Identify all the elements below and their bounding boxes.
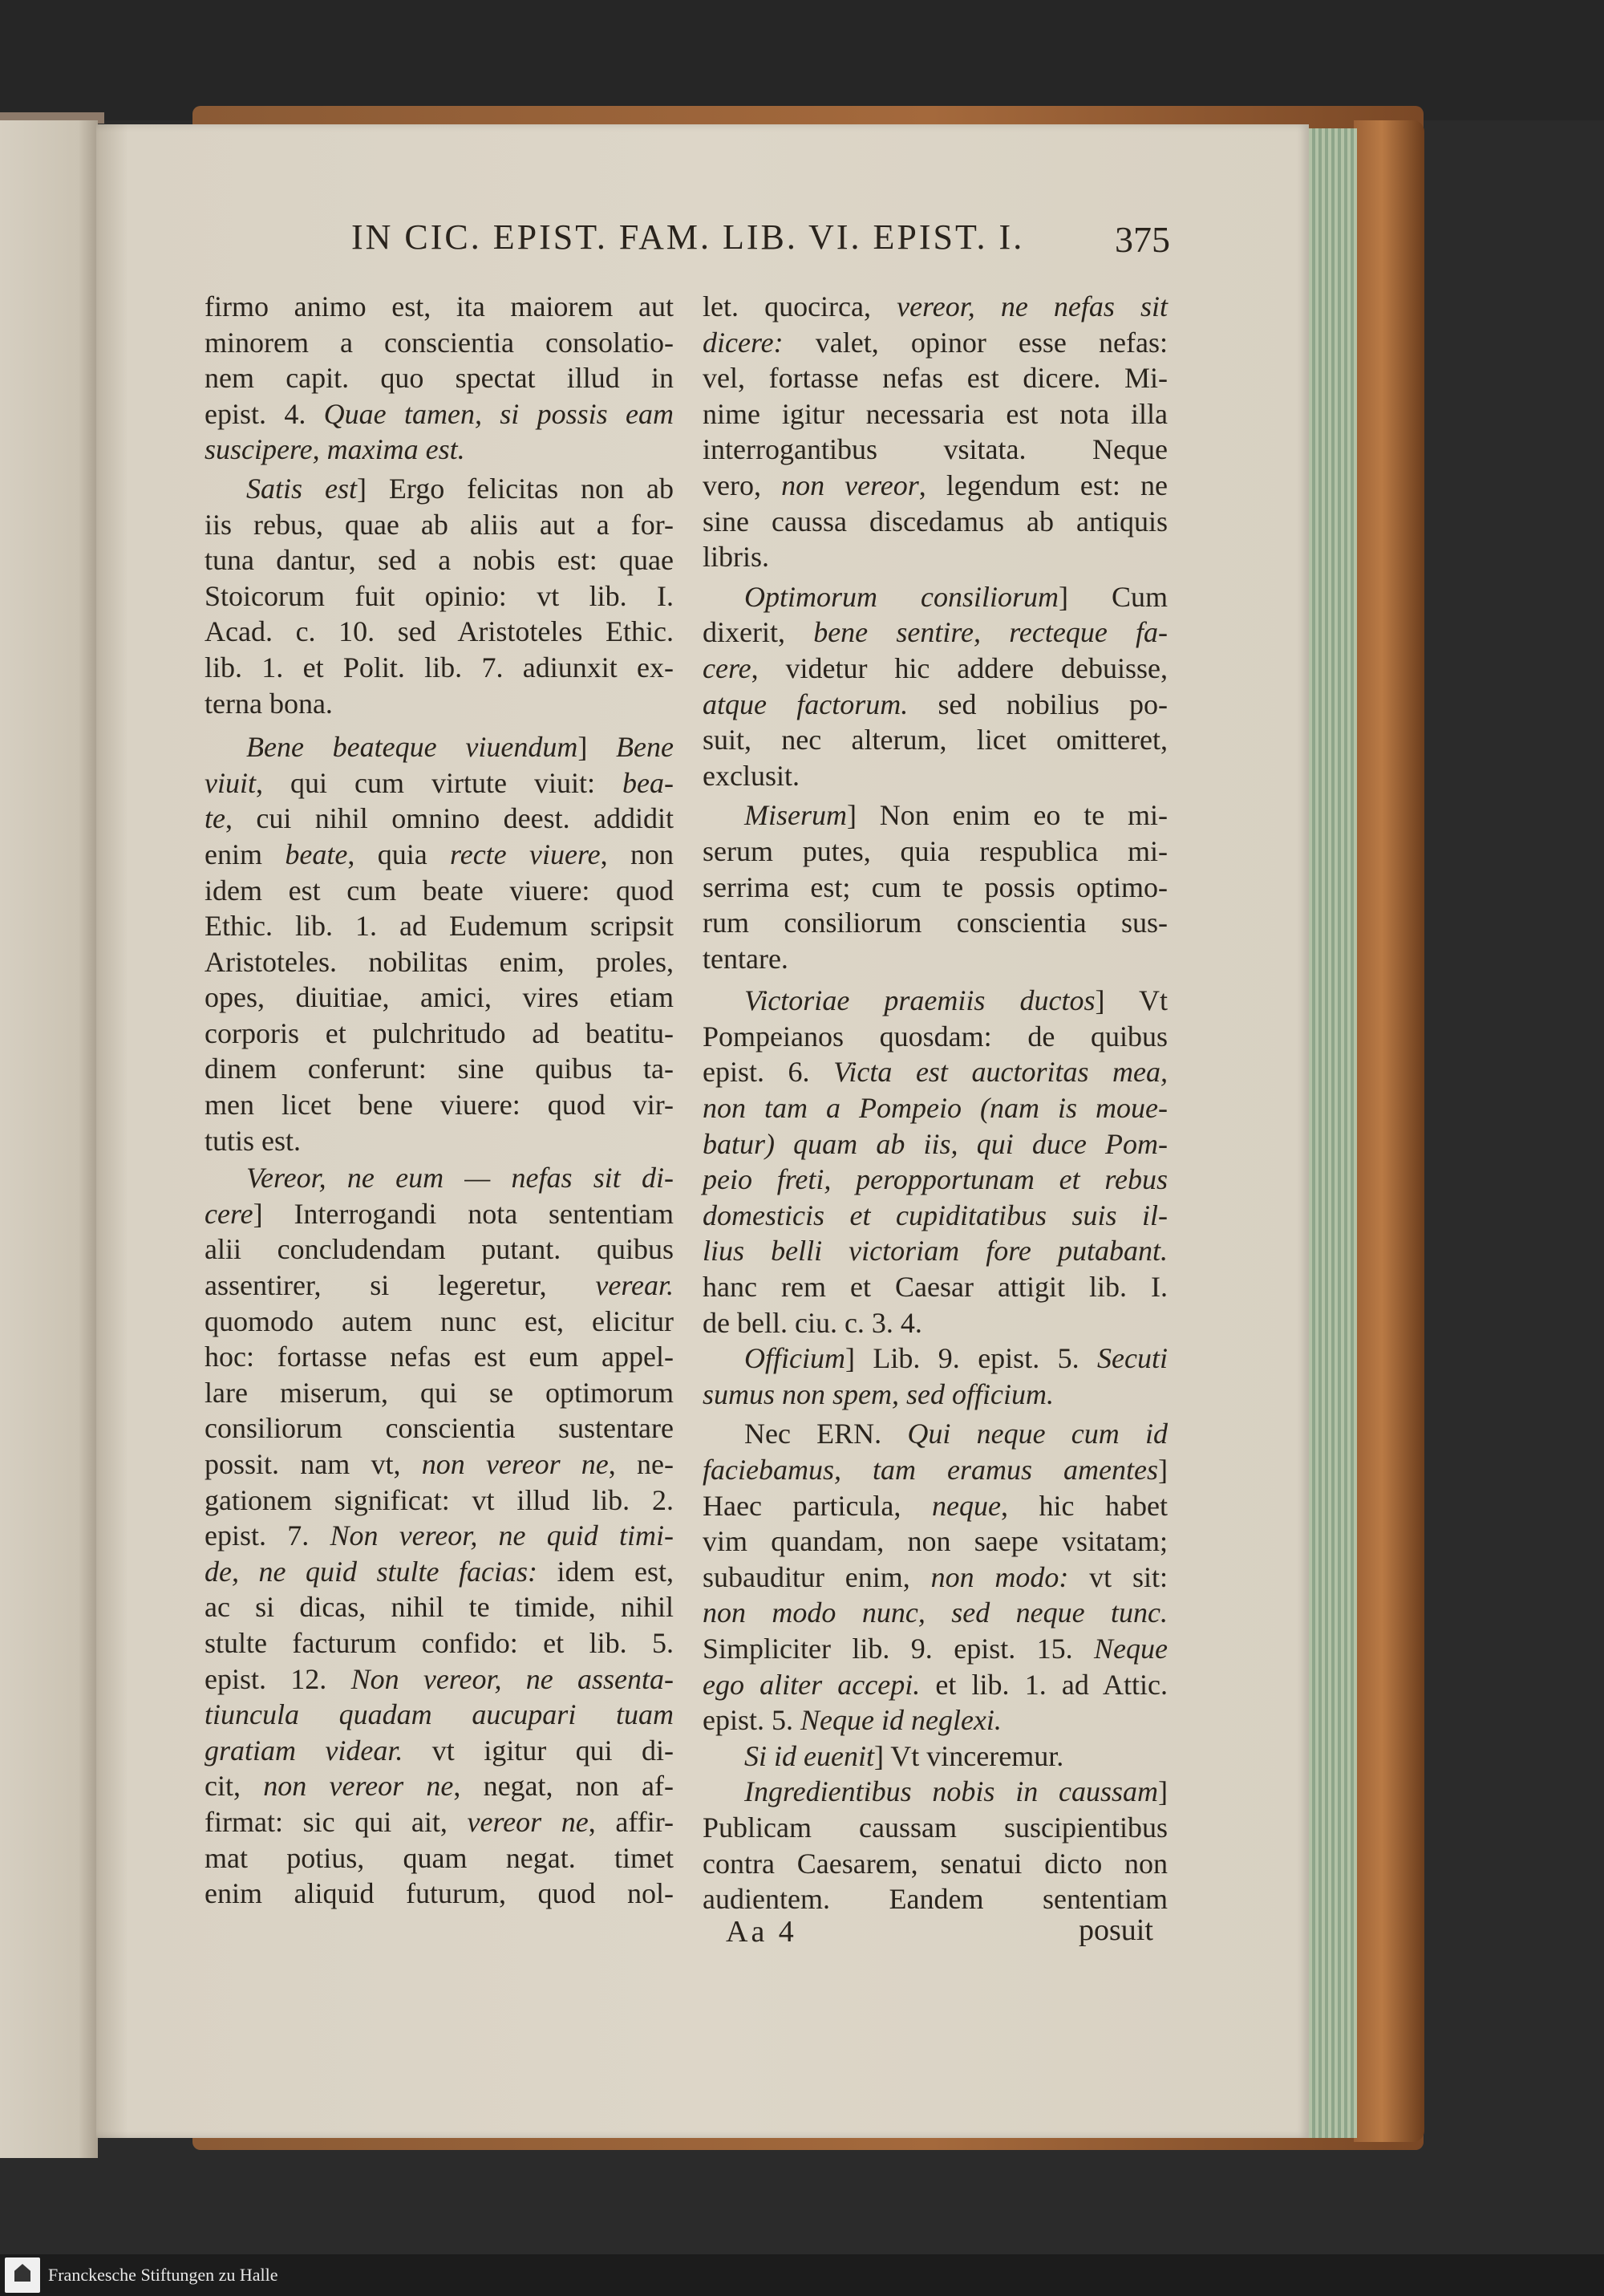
text: tuna dantur, sed a nobis est: quae	[205, 544, 674, 577]
italic-text: Secuti	[1097, 1342, 1168, 1375]
text-line	[703, 1523, 1168, 1560]
text-line	[205, 1483, 674, 1519]
background	[0, 0, 1604, 120]
text: , hic habet	[1000, 1489, 1168, 1522]
text: firmat: sic qui ait,	[205, 1805, 468, 1838]
text-line	[703, 1774, 1168, 1810]
text-line	[703, 941, 1168, 977]
italic-text: neque	[931, 1489, 1001, 1522]
italic-text: Miserum	[744, 799, 847, 832]
text: subauditur enim,	[703, 1560, 931, 1593]
text-line	[703, 289, 1168, 325]
italic-text: faciebamus, tam eramus amentes	[703, 1454, 1158, 1486]
signature-mark: Aa 4	[726, 1915, 797, 1949]
text: nime igitur necessaria est nota illa	[703, 397, 1168, 430]
text: Aristoteles. nobilitas enim, proles,	[205, 945, 674, 978]
right-text-column	[703, 289, 1168, 1917]
italic-text: gratiam videar.	[205, 1734, 403, 1767]
text: , videtur hic addere debuisse,	[751, 651, 1168, 684]
text-line	[703, 1019, 1168, 1055]
text-line	[703, 1198, 1168, 1234]
paragraph	[205, 729, 674, 1158]
text-line	[703, 651, 1168, 687]
text: , quia	[347, 838, 451, 870]
text-line	[703, 1667, 1168, 1703]
page-edges	[1306, 128, 1357, 2138]
text-line	[205, 873, 674, 909]
italic-text: te	[205, 802, 225, 835]
text-line	[205, 1446, 674, 1483]
text: Acad. c. 10. sed Aristoteles Ethic.	[205, 615, 674, 648]
text: hanc rem et Caesar attigit lib. I.	[703, 1271, 1168, 1304]
text: mat potius, quam negat. timet	[205, 1841, 674, 1874]
text-line	[703, 722, 1168, 758]
text-line	[205, 396, 674, 432]
italic-text: recte viuere	[450, 838, 601, 870]
text: interrogantibus vsitata. Neque	[703, 433, 1168, 466]
institution-name: Franckesche Stiftungen zu Halle	[48, 2265, 278, 2285]
text-line	[205, 1268, 674, 1304]
text: opes, diuitiae, amici, vires etiam	[205, 981, 674, 1014]
text: Haec particula,	[703, 1489, 932, 1522]
text: ] Vt vinceremur.	[873, 1739, 1064, 1772]
text-line	[205, 729, 674, 765]
paragraph	[205, 289, 674, 468]
italic-text: Si id euenit	[744, 1739, 874, 1772]
text-line	[205, 614, 674, 650]
text: suit, nec alterum, licet omitteret,	[703, 724, 1168, 757]
text: ] Vt	[1095, 984, 1168, 1017]
text-line	[703, 1631, 1168, 1667]
text-line	[703, 1738, 1168, 1775]
book-spine-edge	[1354, 120, 1424, 2142]
text-line	[703, 432, 1168, 468]
text-line	[703, 870, 1168, 906]
text-line	[703, 615, 1168, 651]
text-line	[205, 1231, 674, 1268]
text-line	[703, 1452, 1168, 1488]
italic-text: bea-	[622, 766, 674, 799]
text: valet, opinor esse nefas:	[783, 326, 1168, 359]
italic-text: Optimorum consiliorum	[744, 580, 1059, 613]
text: iis rebus, quae ab aliis aut a for-	[205, 508, 674, 541]
text: Simpliciter lib. 9. epist. 15.	[703, 1632, 1095, 1665]
text: dinem conferunt: sine quibus ta-	[205, 1053, 674, 1085]
text: gationem significat: vt illud lib. 2.	[205, 1483, 674, 1516]
text-line	[205, 1087, 674, 1123]
text: consiliorum conscientia sustentare	[205, 1412, 674, 1445]
text-line	[703, 1377, 1168, 1413]
text: vero,	[703, 469, 782, 501]
text-line	[205, 650, 674, 686]
text: Nec ERN.	[744, 1418, 908, 1450]
text-line	[703, 468, 1168, 504]
text: ] Interrogandi nota sententiam	[253, 1197, 674, 1230]
italic-text: non modo nunc, sed neque tunc.	[703, 1596, 1168, 1629]
text-line	[703, 1560, 1168, 1596]
text: ]	[577, 731, 617, 764]
text: vel, fortasse nefas est dicere. Mi-	[703, 362, 1168, 395]
text-line	[703, 1090, 1168, 1126]
text: vim quandam, non saepe vsitatam;	[703, 1525, 1168, 1558]
italic-text: Qui neque cum id	[907, 1418, 1168, 1450]
text: ]	[1158, 1454, 1168, 1486]
text-line	[205, 289, 674, 325]
text: ] Ergo felicitas non ab	[356, 472, 674, 505]
text: vt sit:	[1068, 1560, 1168, 1593]
italic-text: peio freti, peropportunam et rebus	[703, 1163, 1168, 1196]
text: idem est,	[537, 1555, 674, 1588]
text: nem capit. quo spectat illud in	[205, 362, 674, 395]
text: Stoicorum fuit opinio: vt lib. I.	[205, 579, 674, 612]
italic-text: tiuncula quadam aucupari tuam	[205, 1698, 674, 1731]
italic-text: Non vereor, ne quid timi-	[330, 1519, 674, 1552]
text-line	[703, 1305, 1168, 1341]
italic-text: non modo:	[930, 1560, 1069, 1593]
text-line	[205, 1051, 674, 1087]
text: , legendum est: ne	[918, 469, 1168, 501]
text: Publicam caussam suscipientibus	[703, 1811, 1168, 1844]
footer-bar	[0, 2254, 1604, 2296]
text: libris.	[703, 541, 770, 574]
text-line	[703, 579, 1168, 615]
text: let. quocirca,	[703, 290, 897, 322]
italic-text: sumus non spem, sed officium.	[703, 1377, 1054, 1410]
italic-text: ego aliter accepi.	[703, 1668, 921, 1701]
italic-text: cere	[205, 1197, 253, 1230]
text-line	[703, 1702, 1168, 1738]
text: , ne-	[608, 1448, 674, 1480]
text: enim	[205, 838, 286, 870]
text: serrima est; cum te possis optimo-	[703, 870, 1168, 903]
paragraph	[703, 1774, 1168, 1917]
text: epist. 4.	[205, 397, 324, 430]
page-number: 375	[1115, 219, 1170, 260]
text-line	[205, 980, 674, 1016]
text-line	[703, 834, 1168, 870]
italic-text: vereor ne	[467, 1805, 589, 1838]
paragraph	[703, 1416, 1168, 1738]
text-line	[205, 542, 674, 578]
text: , qui cum virtute viuit:	[255, 766, 623, 799]
paragraph	[703, 983, 1168, 1341]
text: ] Non enim eo te mi-	[847, 799, 1168, 832]
text-line	[205, 507, 674, 543]
text-line	[205, 1339, 674, 1375]
text-line	[205, 837, 674, 873]
paragraph	[703, 579, 1168, 794]
text-line	[205, 432, 674, 468]
text-line	[703, 1233, 1168, 1269]
text: sine caussa discedamus ab antiquis	[703, 505, 1168, 537]
text: lib. 1. et Polit. lib. 7. adiunxit ex-	[205, 651, 674, 684]
italic-text: de, ne quid stulte facias:	[205, 1555, 537, 1588]
italic-text: non vereor ne	[263, 1770, 454, 1803]
text: vt igitur qui di-	[403, 1734, 674, 1767]
text: terna bona.	[205, 687, 333, 720]
text-line	[703, 396, 1168, 432]
italic-text: Victoriae praemiis ductos	[744, 984, 1096, 1017]
text-line	[703, 1488, 1168, 1524]
italic-text: atque factorum.	[703, 688, 909, 720]
italic-text: Ingredientibus nobis in caussam	[744, 1775, 1158, 1808]
text: epist. 7.	[205, 1519, 330, 1552]
italic-text: Quae tamen, si possis eam	[323, 397, 674, 430]
text-line	[703, 1269, 1168, 1305]
text-line	[205, 944, 674, 980]
italic-text: Neque id neglexi.	[800, 1704, 1002, 1737]
text-line	[703, 504, 1168, 540]
text: corporis et pulchritudo ad beatitu-	[205, 1016, 674, 1049]
italic-text: batur) quam ab iis, qui duce Pom-	[703, 1127, 1168, 1160]
text: epist. 12.	[205, 1662, 351, 1695]
text-line	[205, 801, 674, 837]
text-line	[703, 1054, 1168, 1090]
paragraph	[205, 471, 674, 721]
text-line	[703, 1846, 1168, 1882]
text: stulte facturum confido: et lib. 5.	[205, 1626, 674, 1659]
text: serum putes, quia respublica mi-	[703, 834, 1168, 867]
running-title: IN CIC. EPIST. FAM. LIB. VI. EPIST. I.	[351, 217, 1025, 257]
text: epist. 5.	[703, 1704, 800, 1737]
text-line	[205, 471, 674, 507]
text-line	[205, 1410, 674, 1446]
italic-text: suscipere, maxima est.	[205, 433, 465, 466]
text: , non	[600, 838, 674, 870]
paragraph	[703, 289, 1168, 575]
italic-text: vereor, ne nefas sit	[897, 290, 1168, 322]
text: , cui nihil omnino deest. addidit	[225, 802, 674, 835]
text-line	[205, 1804, 674, 1840]
paragraph	[205, 1160, 674, 1911]
text-line	[703, 758, 1168, 794]
text-line	[205, 1733, 674, 1769]
text-line	[205, 1160, 674, 1196]
italic-text: Non vereor, ne assenta-	[350, 1662, 674, 1695]
institution-logo-icon[interactable]	[5, 2257, 40, 2293]
text-line	[205, 1016, 674, 1052]
text-line	[205, 765, 674, 801]
italic-text: Bene beateque viuendum	[246, 731, 578, 764]
paragraph	[703, 1341, 1168, 1412]
left-page	[0, 120, 98, 2158]
paragraph	[703, 1738, 1168, 1775]
text-line	[703, 1341, 1168, 1377]
italic-text: non vereor ne	[421, 1448, 609, 1480]
italic-text: lius belli victoriam fore putabant.	[703, 1235, 1168, 1268]
text-line	[703, 1416, 1168, 1452]
text: contra Caesarem, senatui dicto non	[703, 1847, 1168, 1880]
left-text-column	[205, 289, 674, 1912]
text: de bell. ciu. c. 3. 4.	[703, 1306, 922, 1339]
text-line	[703, 983, 1168, 1019]
italic-text: Satis est	[246, 472, 357, 505]
text: firmo animo est, ita maiorem aut	[205, 290, 674, 322]
text: idem est cum beate viuere: quod	[205, 874, 674, 907]
italic-text: Bene	[616, 731, 674, 764]
text: dixerit,	[703, 616, 814, 649]
text: tutis est.	[205, 1124, 302, 1157]
text-line	[205, 686, 674, 722]
italic-text: Victa est auctoritas mea,	[833, 1056, 1168, 1089]
italic-text: beate	[285, 838, 348, 870]
text-line	[703, 1162, 1168, 1198]
text-line	[703, 1126, 1168, 1162]
text: tentare.	[703, 942, 788, 975]
text: quomodo autem nunc est, elicitur	[205, 1304, 674, 1337]
text-line	[703, 797, 1168, 834]
text: , affir-	[588, 1805, 674, 1838]
text-line	[205, 1840, 674, 1876]
text-line	[205, 1589, 674, 1625]
text-line	[205, 325, 674, 361]
text: et lib. 1. ad Attic.	[920, 1668, 1168, 1701]
italic-text: domesticis et cupiditatibus suis il-	[703, 1199, 1168, 1231]
paragraph	[703, 797, 1168, 976]
text-line	[703, 539, 1168, 575]
italic-text: bene sentire, recteque fa-	[813, 616, 1168, 649]
text-line	[703, 325, 1168, 361]
text-line	[703, 1810, 1168, 1846]
text: lare miserum, qui se optimorum	[205, 1376, 674, 1409]
text-line	[205, 1625, 674, 1661]
text-line	[205, 1518, 674, 1554]
italic-text: verear.	[595, 1269, 674, 1302]
text-line	[205, 578, 674, 615]
text: rum consiliorum conscientia sus-	[703, 907, 1168, 939]
text-line	[205, 360, 674, 396]
italic-text: Neque	[1094, 1632, 1168, 1665]
italic-text: Vereor, ne eum — nefas sit di-	[246, 1162, 674, 1195]
italic-text: dicere:	[703, 326, 784, 359]
text-line	[703, 360, 1168, 396]
text: alii concludendam putant. quibus	[205, 1233, 674, 1266]
text-line	[205, 1768, 674, 1804]
text: cit,	[205, 1770, 264, 1803]
text: Ethic. lib. 1. ad Eudemum scripsit	[205, 910, 674, 943]
text-line	[703, 905, 1168, 941]
text: sed nobilius po-	[908, 688, 1168, 720]
italic-text: non tam a Pompeio (nam is moue-	[703, 1092, 1168, 1125]
italic-text: viuit	[205, 766, 256, 799]
text: assentirer, si legeretur,	[205, 1269, 596, 1302]
text: ] Cum	[1059, 580, 1168, 613]
text-line	[205, 908, 674, 944]
text-line	[205, 1375, 674, 1411]
italic-text: non vereor	[781, 469, 919, 501]
text: , negat, non af-	[453, 1770, 674, 1803]
text: audientem. Eandem sententiam	[703, 1883, 1168, 1916]
text-line	[205, 1554, 674, 1590]
catchword: posuit	[1079, 1913, 1153, 1947]
text-line	[205, 1661, 674, 1698]
text: hoc: fortasse nefas est eum appel-	[205, 1341, 674, 1373]
text: Pompeianos quosdam: de quibus	[703, 1020, 1168, 1053]
text: enim aliquid futurum, quod nol-	[205, 1877, 674, 1910]
text-line	[205, 1196, 674, 1232]
text: ] Lib. 9. epist. 5.	[845, 1342, 1098, 1375]
text: men licet bene viuere: quod vir-	[205, 1089, 674, 1122]
text: ac si dicas, nihil te timide, nihil	[205, 1591, 674, 1624]
text-line	[703, 1595, 1168, 1631]
text: possit. nam vt,	[205, 1448, 422, 1480]
text: epist. 6.	[703, 1056, 834, 1089]
text-line	[703, 687, 1168, 723]
text-line	[205, 1697, 674, 1733]
text: exclusit.	[703, 759, 800, 792]
text: ]	[1158, 1775, 1168, 1808]
italic-text: cere	[703, 651, 751, 684]
italic-text: Officium	[744, 1342, 845, 1375]
text-line	[205, 1123, 674, 1159]
text-line	[205, 1876, 674, 1912]
text: minorem a conscientia consolatio-	[205, 326, 674, 359]
text-line	[205, 1304, 674, 1340]
